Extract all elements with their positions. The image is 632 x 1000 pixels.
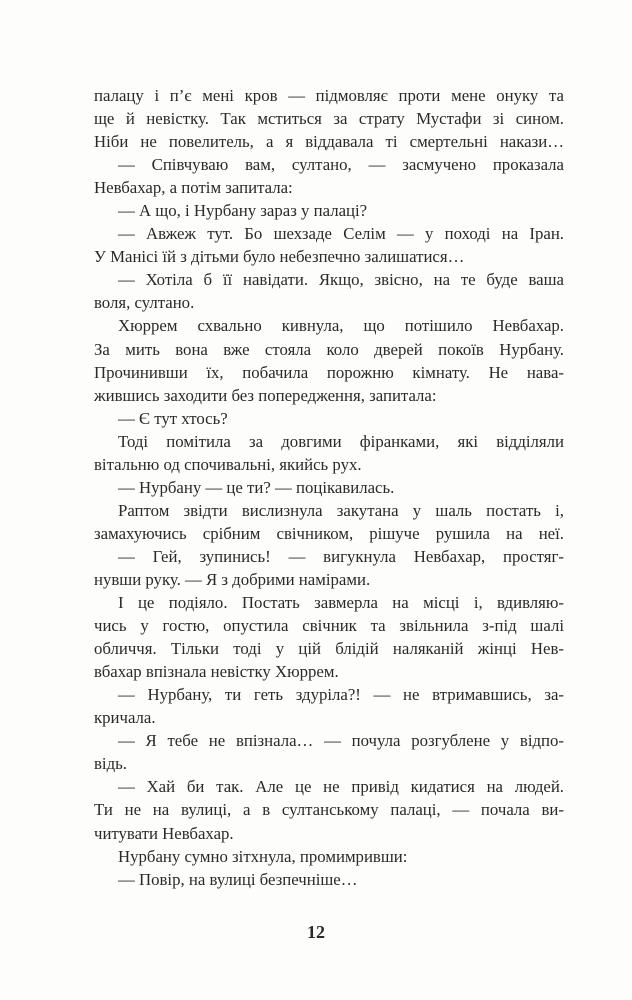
text-line: читувати Невбахар. bbox=[94, 823, 234, 843]
text-line: Невбахар, а потім запитала: bbox=[94, 178, 293, 198]
text-line: — Хотіла б її навідати. Якщо, звісно, на те буде ваша bbox=[118, 270, 564, 290]
text-line: ще й невістку. Так мститься за страту Мустафи зі сином. bbox=[94, 109, 564, 129]
text-line: — Авжеж тут. Бо шехзаде Селім — у поході на Іран. bbox=[118, 224, 564, 244]
text-line: Ніби не повелитель, а я віддавала ті смертельні накази… bbox=[94, 132, 564, 152]
text-line: Хюррем схвально кивнула, що потішило Невбахар. bbox=[118, 316, 564, 336]
page-body-text bbox=[94, 84, 564, 891]
text-line: У Манісі їй з дітьми було небезпечно залишатися… bbox=[94, 247, 465, 267]
text-line: Раптом звідти вислизнула закутана у шаль постать і, bbox=[118, 500, 564, 520]
text-line: чись у гостю, опустила свічник та звільнила з-під шалі bbox=[94, 616, 564, 636]
text-line: Прочинивши їх, побачила порожню кімнату. Не нава- bbox=[94, 362, 564, 382]
text-line: — Є тут хтось? bbox=[118, 408, 228, 428]
text-line: — Я тебе не впізнала… — почула розгублене у відпо- bbox=[118, 731, 564, 751]
text-line: — Співчуваю вам, султано, — засмучено проказала bbox=[118, 155, 564, 175]
text-line: За мить вона вже стояла коло дверей покоїв Нурбану. bbox=[94, 339, 564, 359]
text-line: — Гей, зупинись! — вигукнула Невбахар, простяг- bbox=[118, 546, 564, 566]
text-line: жившись заходити без попередження, запитала: bbox=[94, 385, 437, 405]
text-line: — Нурбану — це ти? — поцікавилась. bbox=[118, 477, 395, 497]
text-line: обличчя. Тільки тоді у цій блідій наляканій жінці Нев- bbox=[94, 639, 564, 659]
text-line: нувши руку. — Я з добрими намірами. bbox=[94, 569, 371, 589]
text-line: воля, султано. bbox=[94, 293, 195, 313]
text-line: Нурбану сумно зітхнула, промимривши: bbox=[118, 846, 408, 866]
text-line: — Повір, на вулиці безпечніше… bbox=[118, 869, 358, 889]
text-line: вбахар впізнала невістку Хюррем. bbox=[94, 662, 339, 682]
text-line: І це подіяло. Постать завмерла на місці і, вдивляю- bbox=[118, 593, 564, 613]
text-line: вітальню од спочивальні, якийсь рух. bbox=[94, 454, 362, 474]
text-line: Ти не на вулиці, а в султанському палаці, — почала ви- bbox=[94, 800, 564, 820]
text-line: — А що, і Нурбану зараз у палаці? bbox=[118, 201, 368, 221]
text-line: кричала. bbox=[94, 708, 156, 728]
text-line: — Хай би так. Але це не привід кидатися на людей. bbox=[118, 777, 564, 797]
text-line: палацу і п’є мені кров — підмовляє проти мене онуку та bbox=[94, 86, 564, 105]
page-number: 12 bbox=[307, 922, 325, 942]
text-line: відь. bbox=[94, 754, 127, 774]
text-line: Тоді помітила за довгими фіранками, які відділяли bbox=[118, 431, 564, 451]
text-line: замахуючись срібним свічником, рішуче рушила на неї. bbox=[94, 523, 564, 543]
text-line: — Нурбану, ти геть здуріла?! — не втримавшись, за- bbox=[118, 685, 564, 705]
